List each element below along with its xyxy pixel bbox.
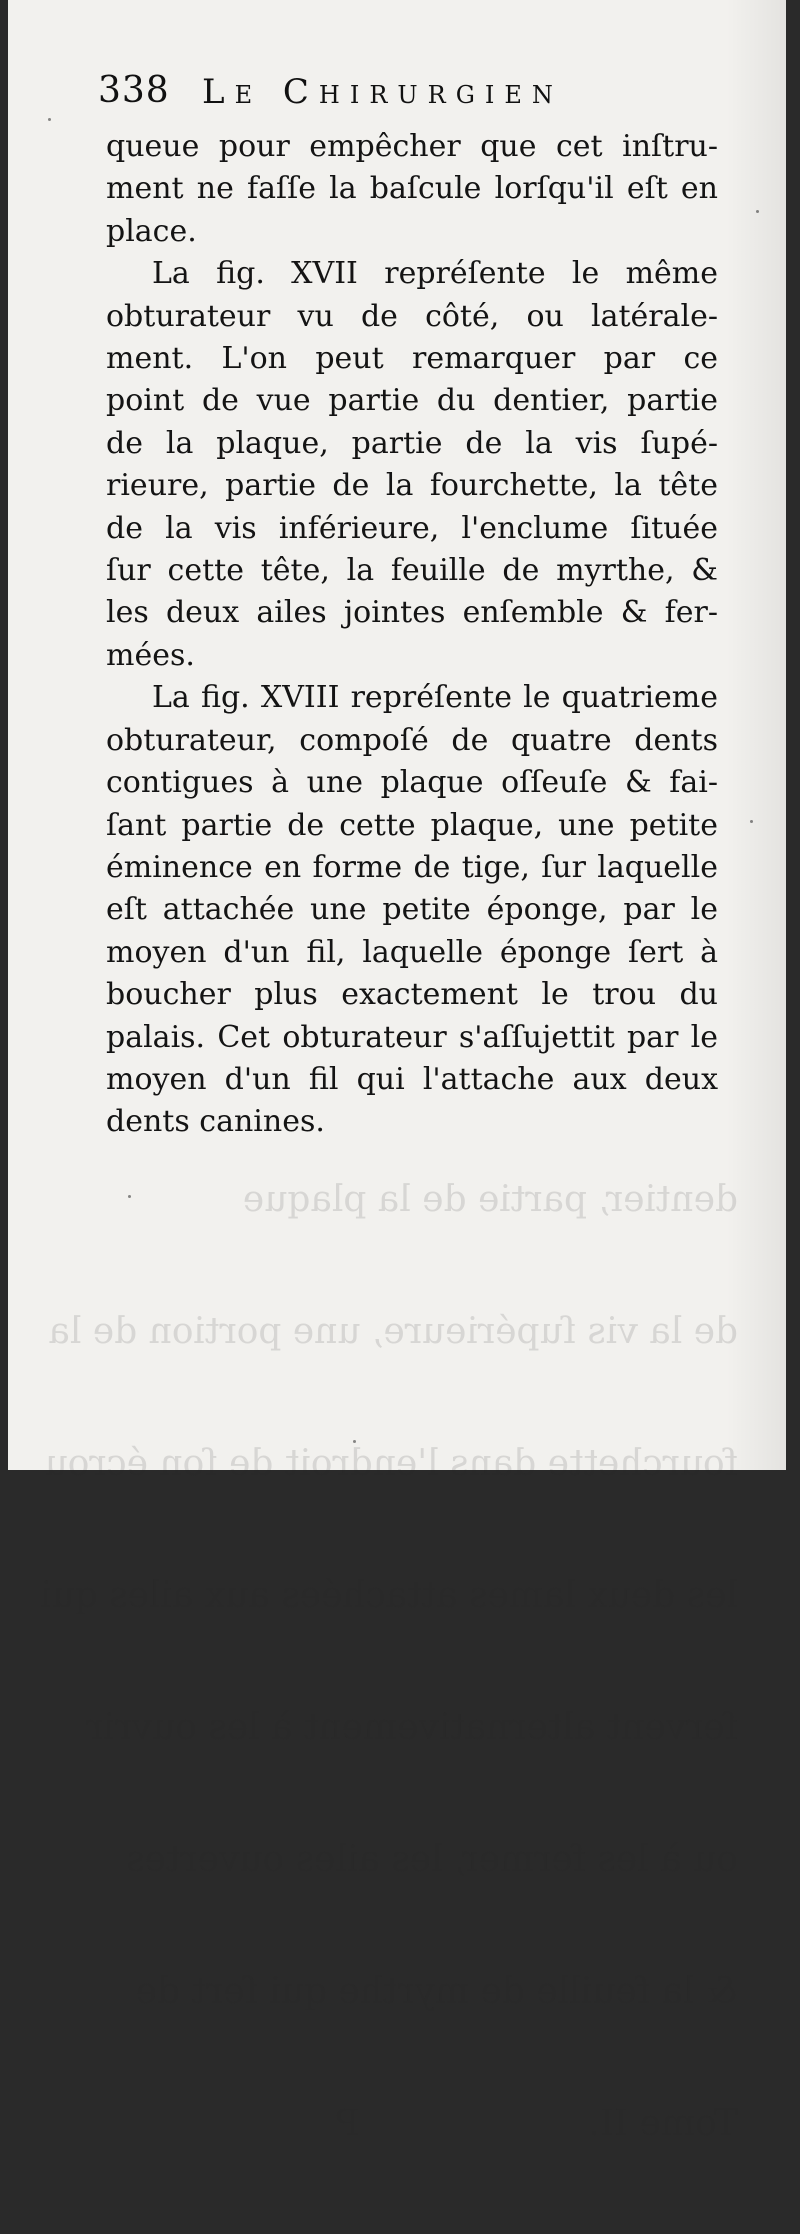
show-through-line: fourchette dans l'endroit de ſon écrou [44,1443,738,1484]
text-line: moyen d'un fil, laquelle éponge ſert à [106,934,718,970]
show-through-line: les deux lames attachées aux ailes qui [40,1575,738,1616]
paper-speck [756,210,759,213]
text-line: ſur cette tête, la feuille de myrthe, & [106,553,718,589]
show-through-line: Tome II. P [335,2103,738,2144]
text-line: éminence en forme de tige, ſur laquelle [106,849,718,885]
page-header [98,70,718,120]
show-through-line: ſervent alternativement à les ouvrir [85,1707,738,1748]
text-line: ment. L'on peut remarquer par ce [106,341,718,377]
text-line: place. [106,213,197,249]
show-through-line: ou à les fermer, les ailes ouvertes [126,1839,738,1880]
text-line: ſant partie de cette plaque, une petite [106,807,718,843]
show-through-line: & la feuille de myrthe qui ſert de [135,1971,738,2012]
paper-speck [353,1440,356,1443]
text-line: La fig. XVII repréſente le même [152,256,718,292]
text-line: eſt attachée une petite éponge, par le [106,892,718,928]
page-number: 338 [98,70,170,111]
paper-speck [128,1195,131,1198]
text-line: ment ne faſſe la baſcule lorſqu'il eſt en [106,171,718,207]
show-through-line: de la vis ſupérieure, une portion de la [48,1311,738,1352]
text-line: mées. [106,637,195,673]
show-through-text [40,1090,738,2234]
text-line: boucher plus exactement le trou du [106,977,718,1013]
text-line: les deux ailes jointes enſemble & fer- [106,595,718,631]
text-line: contigues à une plaque oſſeuſe & fai- [106,765,718,801]
text-line: La fig. XVIII repréſente le quatrieme [152,680,718,716]
text-line: de la plaque, partie de la vis ſupé- [106,425,718,461]
paper-speck [48,118,51,121]
paper-speck [750,820,753,823]
book-page [8,0,786,2144]
text-line: point de vue partie du dentier, partie [106,383,718,419]
text-line: palais. Cet obturateur s'aſſujettit par le [106,1019,718,1055]
text-line: dents canines. [106,1104,325,1140]
text-line: de la vis inférieure, l'enclume ſituée [106,510,718,546]
text-line: obturateur vu de côté, ou latérale- [106,298,718,334]
show-through-line: dentier, partie de la plaque [242,1179,738,1220]
body-text [106,126,718,1144]
text-line: moyen d'un fil qui l'attache aux deux [106,1061,718,1097]
text-line: rieure, partie de la fourchette, la tête [106,468,718,504]
running-title: Le Chirurgien [202,72,563,112]
text-line: queue pour empêcher que cet inſtru- [106,129,718,164]
text-line: obturateur, compoſé de quatre dents [106,722,718,758]
